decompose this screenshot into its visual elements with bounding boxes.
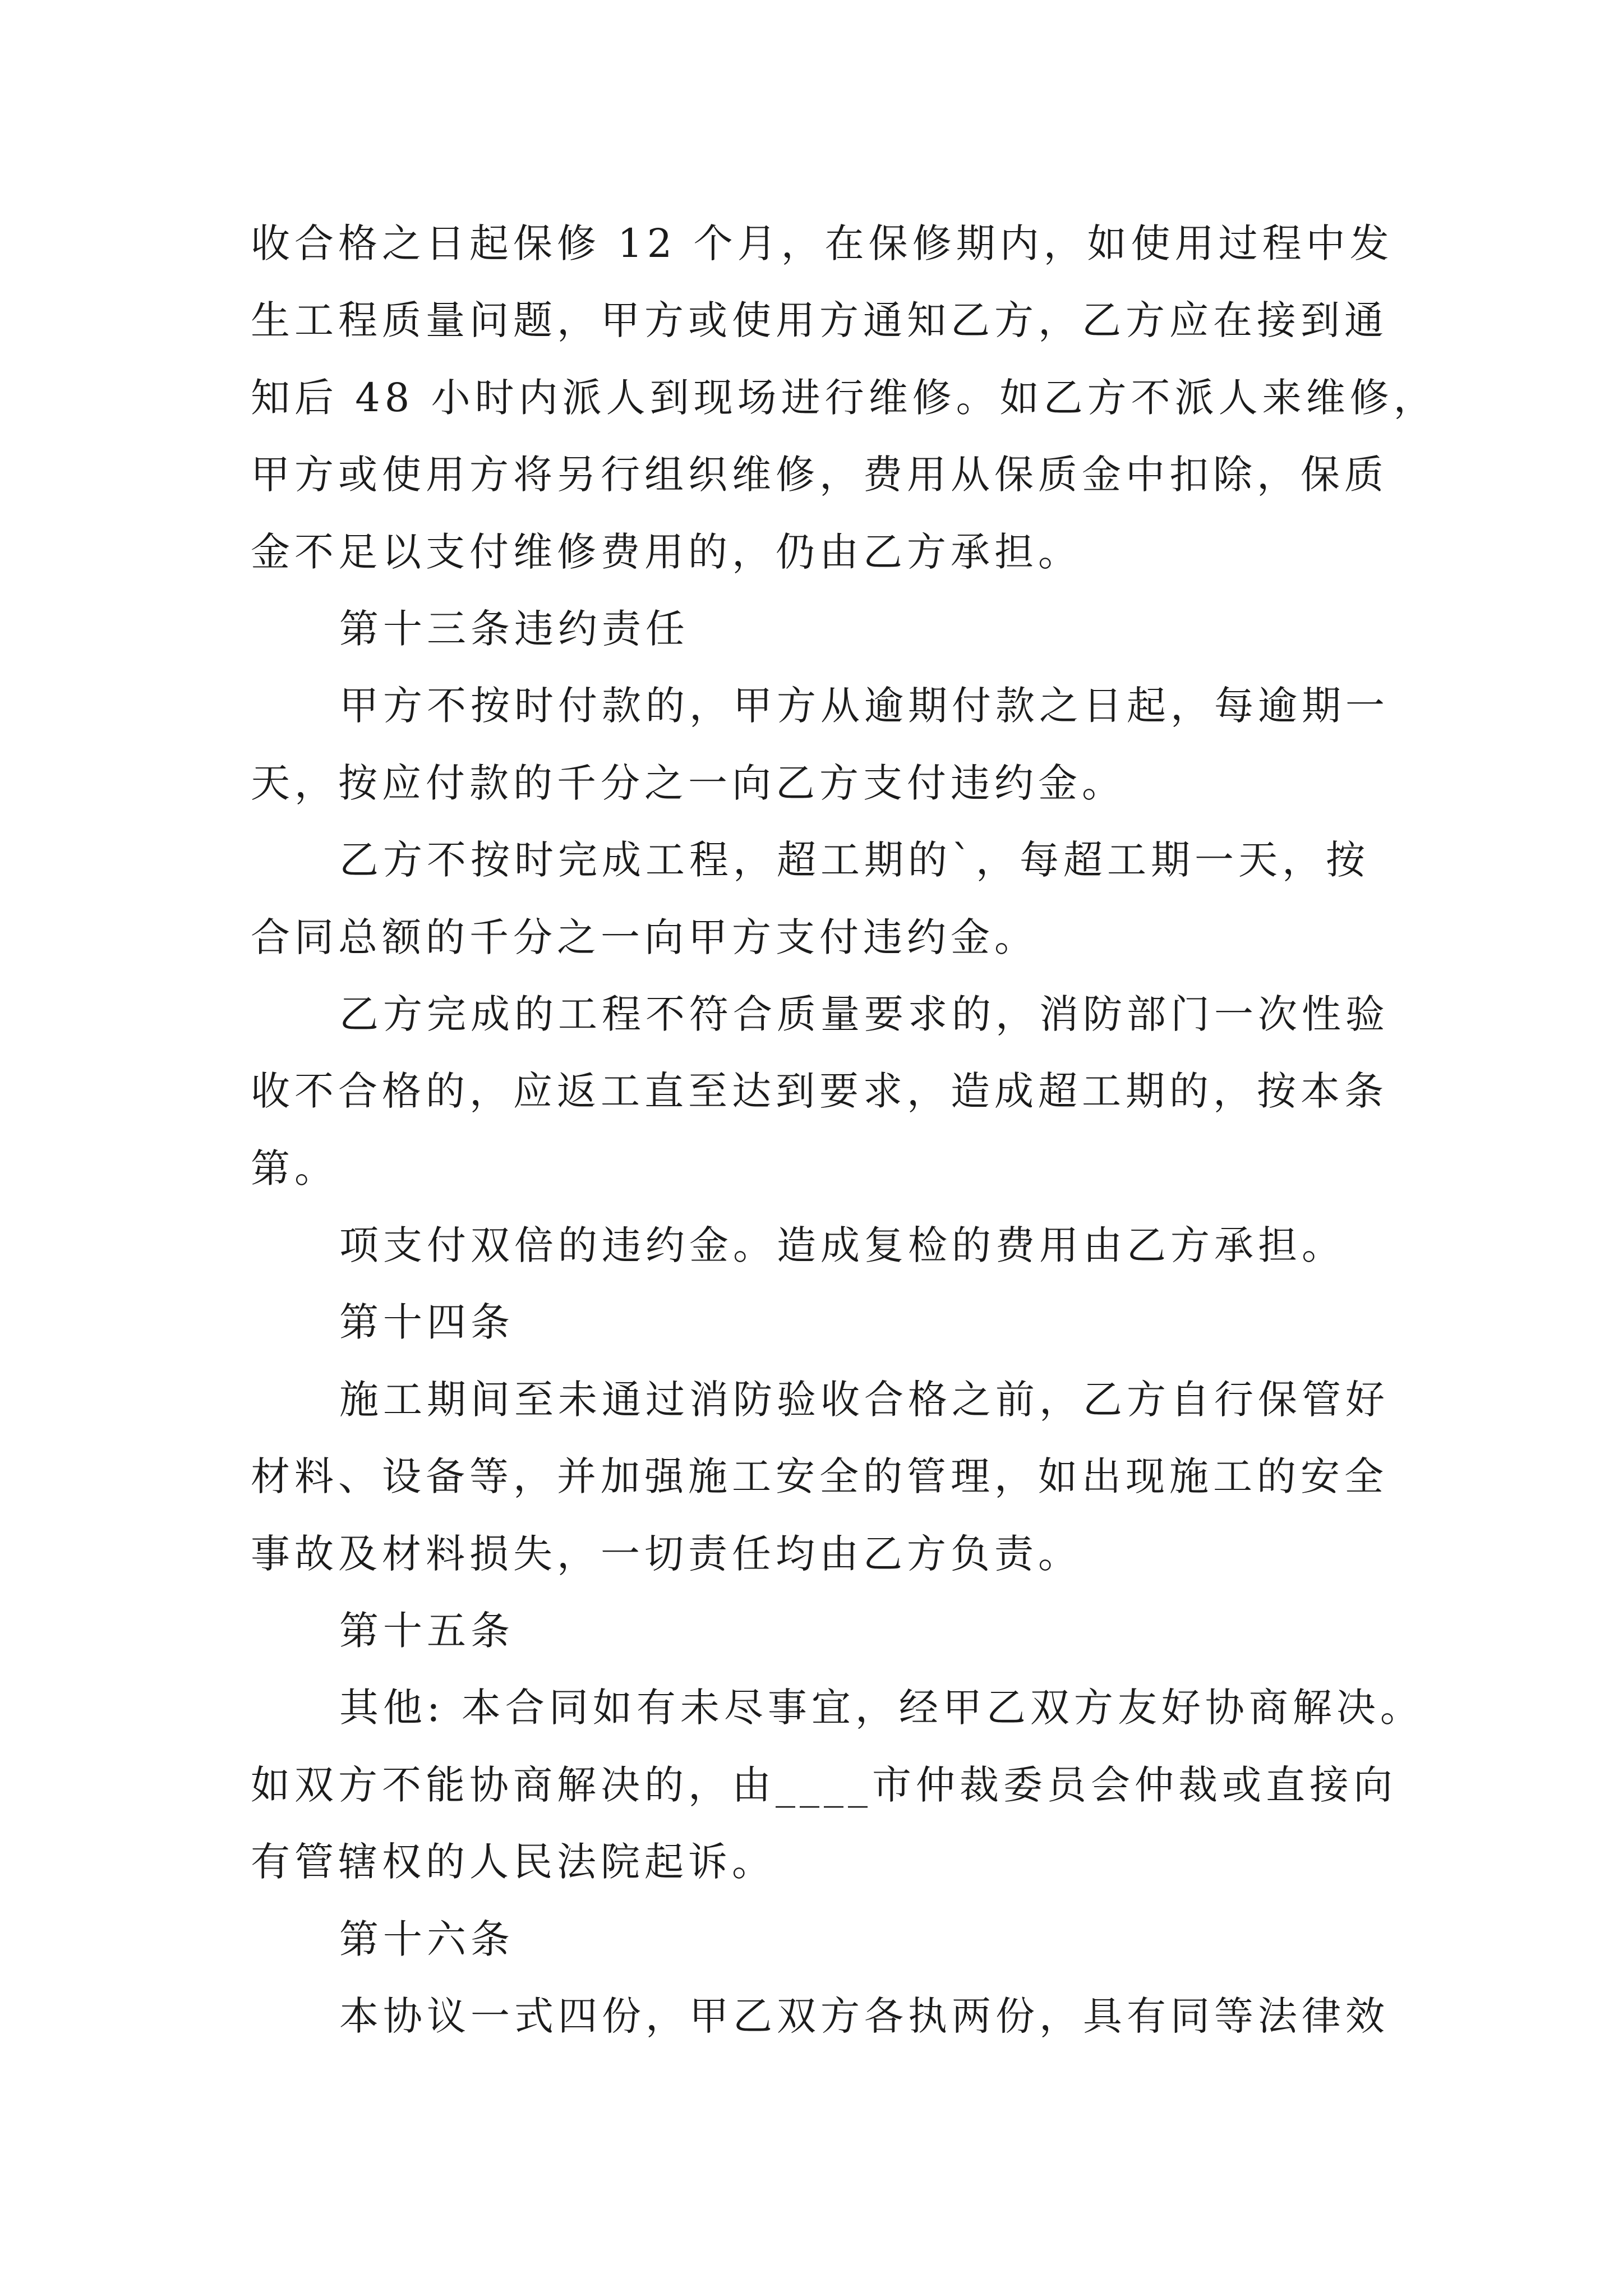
article-heading: 第十五条 xyxy=(339,1608,514,1654)
text-line: 收不合格的，应返工直至达到要求，造成超工期的，按本条 xyxy=(251,1068,1388,1115)
text-line: 金不足以支付维修费用的，仍由乙方承担。 xyxy=(251,528,1082,575)
text-line: 生工程质量问题，甲方或使用方通知乙方，乙方应在接到通 xyxy=(251,297,1388,344)
text-line: 天，按应付款的千分之一向乙方支付违约金。 xyxy=(251,760,1126,806)
article-heading: 第十六条 xyxy=(339,1916,514,1962)
text-line: 乙方完成的工程不符合质量要求的，消防部门一次性验 xyxy=(339,991,1389,1037)
text-line: 项支付双倍的违约金。造成复检的费用由乙方承担。 xyxy=(339,1222,1345,1269)
document-body xyxy=(251,205,1437,2055)
text-line: 甲方或使用方将另行组织维修，费用从保质金中扣除，保质 xyxy=(251,452,1388,498)
text-line: 有管辖权的人民法院起诉。 xyxy=(251,1839,776,1885)
text-line: 第。 xyxy=(251,1145,338,1191)
text-line: 甲方不按时付款的，甲方从逾期付款之日起，每逾期一 xyxy=(339,683,1389,729)
article-heading: 第十三条违约责任 xyxy=(339,605,689,652)
text-line: 事故及材料损失，一切责任均由乙方负责。 xyxy=(251,1530,1082,1577)
text-line: 材料、设备等，并加强施工安全的管理，如出现施工的安全 xyxy=(251,1453,1388,1500)
text-line: 如双方不能协商解决的，由____市仲裁委员会仲裁或直接向 xyxy=(251,1761,1397,1808)
text-line: 施工期间至未通过消防验收合格之前，乙方自行保管好 xyxy=(339,1376,1389,1423)
text-line: 知后 48 小时内派人到现场进行维修。如乙方不派人来维修， xyxy=(251,374,1437,421)
text-line: 其他: 本合同如有未尽事宜，经甲乙双方友好协商解决。 xyxy=(339,1685,1424,1731)
text-line: 乙方不按时完成工程，超工期的`，每超工期一天，按 xyxy=(339,837,1370,884)
text-line: 合同总额的千分之一向甲方支付违约金。 xyxy=(251,914,1038,960)
text-line: 收合格之日起保修 12 个月，在保修期内，如使用过程中发 xyxy=(251,220,1394,266)
text-line: 本协议一式四份，甲乙双方各执两份，具有同等法律效 xyxy=(339,1993,1389,2039)
article-heading: 第十四条 xyxy=(339,1299,514,1346)
